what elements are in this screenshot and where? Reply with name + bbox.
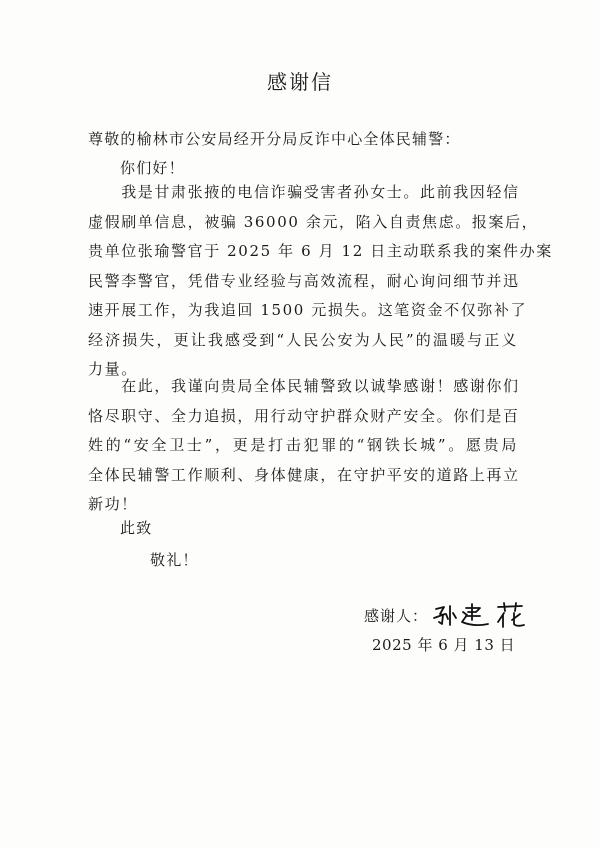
closing-phrase: 此致: [120, 519, 153, 537]
paragraph-line: 经济损失，更让我感受到“人民公安为人民”的温暖与正义: [88, 330, 518, 349]
letter-title: 感谢信: [267, 70, 333, 94]
paragraph-line: 新功！: [88, 495, 138, 513]
letter-date: 2025 年 6 月 13 日: [372, 636, 516, 654]
signer-label: 感谢人：: [364, 606, 429, 625]
handwritten-signature: [432, 600, 542, 630]
paragraph-1: [88, 178, 553, 385]
paragraph-line: 虚假刷单信息，被骗 36000 余元，陷入自责焦虑。报案后，: [88, 212, 539, 231]
paragraph-line: 贵单位张瑜警官于 2025 年 6 月 12 日主动联系我的案件办案: [88, 242, 553, 260]
paragraph-line: 姓的“安全卫士”，更是打击犯罪的“钢铁长城”。愿贵局: [88, 436, 518, 454]
greeting: 你们好！: [120, 159, 185, 177]
paragraph-line: 力量。: [88, 360, 138, 378]
paragraph-line: 在此，我谨向贵局全体民辅警致以诚挚感谢！感谢你们: [88, 377, 520, 395]
signer-row: [364, 600, 542, 630]
paragraph-line: 民警李警官，凭借专业经验与高效流程，耐心询问细节并迅: [88, 271, 520, 290]
paragraph-line: 我是甘肃张掖的电信诈骗受害者孙女士。此前我因轻信: [88, 183, 520, 201]
paragraph-2: [88, 372, 518, 520]
paragraph-line: 全体民辅警工作顺利、身体健康，在守护平安的道路上再立: [88, 465, 520, 484]
paragraph-line: 恪尽职守、全力追损，用行动守护群众财产安全。你们是百: [88, 406, 520, 425]
closing-salute: 敬礼！: [150, 551, 199, 569]
salutation: 尊敬的榆林市公安局经开分局反诈中心全体民辅警：: [88, 130, 461, 148]
paragraph-line: 速开展工作，为我追回 1500 元损失。这笔资金不仅弥补了: [88, 301, 528, 319]
